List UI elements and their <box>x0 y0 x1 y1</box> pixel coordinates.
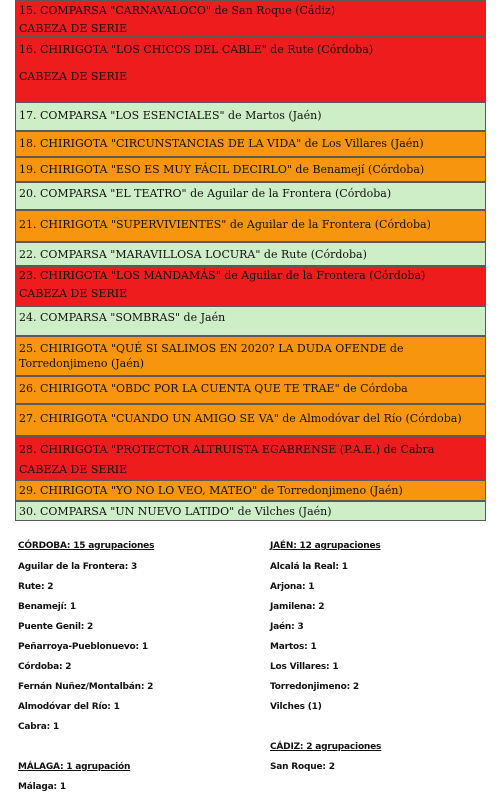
table-row <box>15 501 486 521</box>
table-row <box>15 0 486 37</box>
list-item: Málaga: 1 <box>18 782 66 792</box>
table-row <box>15 182 486 210</box>
row-text: 20. COMPARSA "EL TEATRO" de Aguilar de la Frontera (Córdoba) <box>19 187 392 200</box>
table-row <box>15 336 486 376</box>
list-item: Fernán Nuñez/Montalbán: 2 <box>18 682 154 692</box>
row-text: 15. COMPARSA "CARNAVALOCO" de San Roque (Cádiz) <box>19 4 336 17</box>
row-text: 27. CHIRIGOTA "CUANDO UN AMIGO SE VA" de Almodóvar del Río (Córdoba) <box>19 412 462 425</box>
row-text: 25. CHIRIGOTA "QUÉ SI SALIMOS EN 2020? LA DUDA OFENDE de Torredonjimeno (Jaén) <box>19 342 404 370</box>
table-row <box>15 242 486 266</box>
jaen-heading: JAÉN: 12 agrupaciones <box>270 541 381 551</box>
list-item: Alcalá la Real: 1 <box>270 562 348 572</box>
list-item: Los Villares: 1 <box>270 662 339 672</box>
list-item: Torredonjimeno: 2 <box>270 682 359 692</box>
table-row <box>15 266 486 306</box>
row-text: 24. COMPARSA "SOMBRAS" de Jaén <box>19 311 226 324</box>
cordoba-heading: CÓRDOBA: 15 agrupaciones <box>18 541 155 551</box>
row-note: CABEZA DE SERIE <box>19 287 128 300</box>
table-row <box>15 480 486 501</box>
table-row <box>15 210 486 242</box>
list-item: San Roque: 2 <box>270 762 335 772</box>
table-row <box>15 102 486 131</box>
list-item: Rute: 2 <box>18 582 54 592</box>
row-text: 23. CHIRIGOTA "LOS MANDAMÁS" de Aguilar de la Frontera (Córdoba) <box>19 269 426 282</box>
table-row <box>15 436 486 480</box>
table-row <box>15 37 486 102</box>
list-item: Martos: 1 <box>270 642 317 652</box>
list-item: Puente Genil: 2 <box>18 622 94 632</box>
row-text: 29. CHIRIGOTA "YO NO LO VEO, MATEO" de Torredonjimeno (Jaén) <box>19 484 403 497</box>
row-note: CABEZA DE SERIE <box>19 22 128 35</box>
row-text: 17. COMPARSA "LOS ESENCIALES" de Martos (Jaén) <box>19 109 322 122</box>
list-item: Cabra: 1 <box>18 722 60 732</box>
list-item: Córdoba: 2 <box>18 662 72 672</box>
list-item: Peñarroya-Pueblonuevo: 1 <box>18 642 148 652</box>
row-text: 18. CHIRIGOTA "CIRCUNSTANCIAS DE LA VIDA" de Los Villares (Jaén) <box>19 137 424 150</box>
list-item: Almodóvar del Río: 1 <box>18 702 120 712</box>
row-text: 22. COMPARSA "MARAVILLOSA LOCURA" de Rute (Córdoba) <box>19 248 367 261</box>
malaga-heading: MÁLAGA: 1 agrupación <box>18 762 131 772</box>
list-item: Aguilar de la Frontera: 3 <box>18 562 138 572</box>
list-item: Jaén: 3 <box>270 622 304 632</box>
table-row <box>15 131 486 157</box>
row-text: 28. CHIRIGOTA "PROTECTOR ALTRUISTA EGABRENSE (P.A.E.) de Cabra <box>19 443 435 456</box>
list-item: Vilches (1) <box>270 702 322 712</box>
cadiz-heading: CÁDIZ: 2 agrupaciones <box>270 742 382 752</box>
row-note: CABEZA DE SERIE <box>19 70 128 83</box>
row-note: CABEZA DE SERIE <box>19 463 128 476</box>
list-item: Benamejí: 1 <box>18 602 76 612</box>
row-text: 16. CHIRIGOTA "LOS CHICOS DEL CABLE" de Rute (Córdoba) <box>19 43 374 56</box>
row-text: 21. CHIRIGOTA "SUPERVIVIENTES" de Aguilar de la Frontera (Córdoba) <box>19 218 431 231</box>
row-text: 30. COMPARSA "UN NUEVO LATIDO" de Vilches (Jaén) <box>19 505 332 518</box>
table-row <box>15 376 486 404</box>
row-text: 26. CHIRIGOTA "OBDC POR LA CUENTA QUE TE TRAE" de Córdoba <box>19 382 408 395</box>
row-text: 19. CHIRIGOTA "ESO ES MUY FÁCIL DECIRLO" de Benamejí (Córdoba) <box>19 163 425 176</box>
list-item: Arjona: 1 <box>270 582 315 592</box>
table-row <box>15 157 486 182</box>
table-row <box>15 404 486 436</box>
list-item: Jamilena: 2 <box>270 602 325 612</box>
table-row <box>15 306 486 336</box>
